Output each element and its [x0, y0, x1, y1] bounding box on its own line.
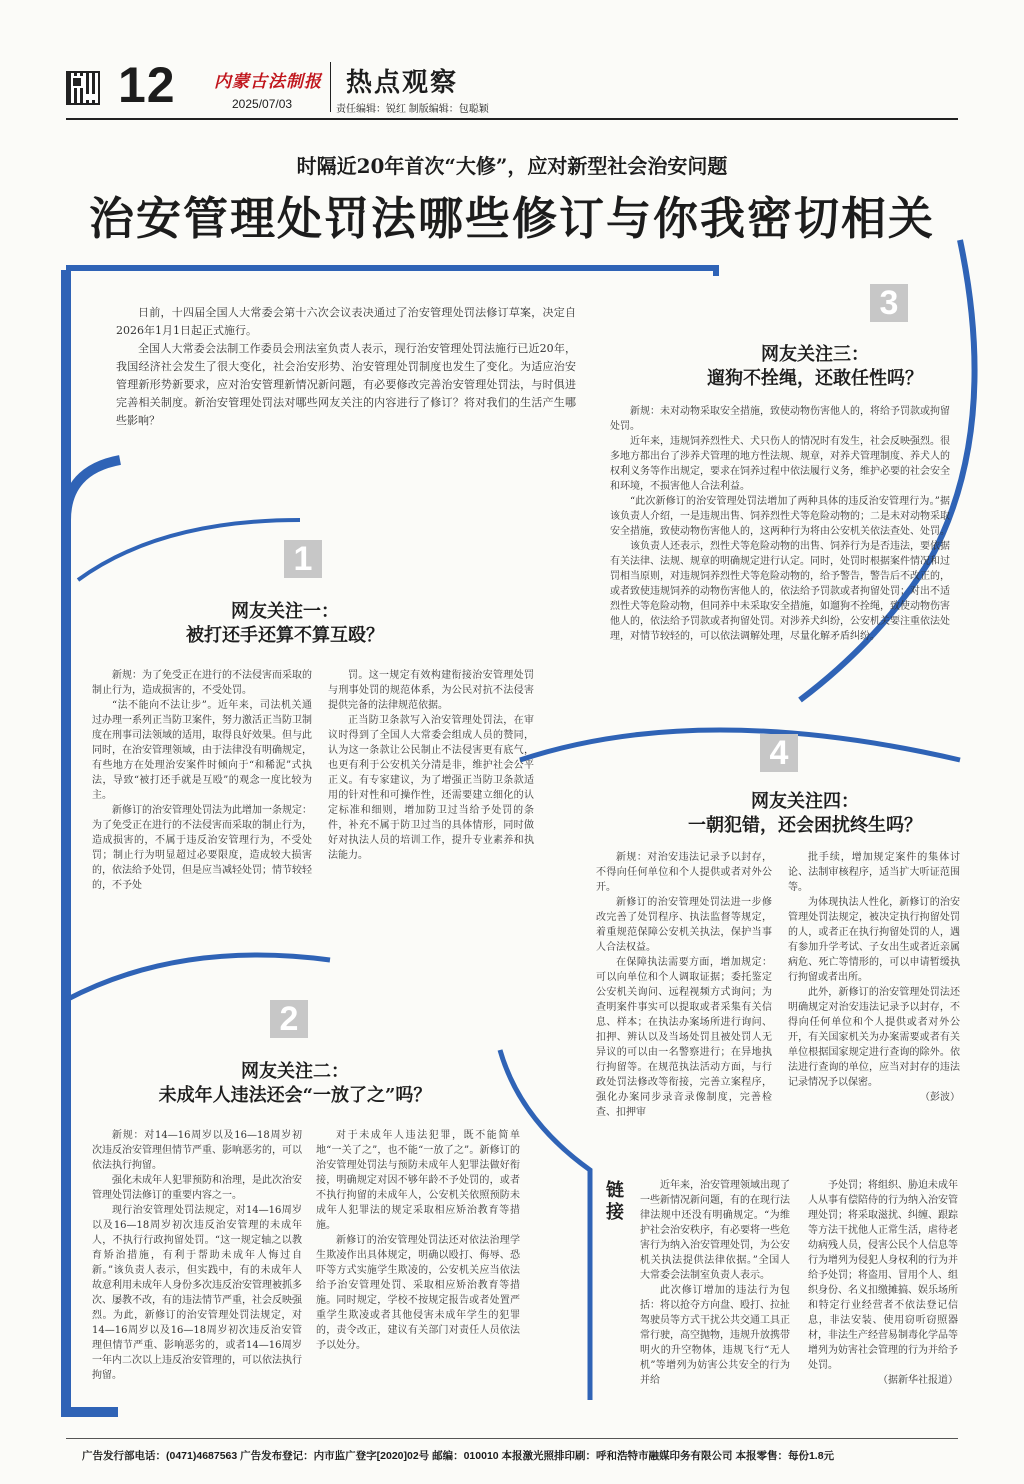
- section-4-paragraph: 在保障执法需要方面，增加规定：可以向单位和个人调取证据；委托鉴定公安机关询问、远程视频方式询问；为查明案件事实可以提取或者采集有关信息、样本；在执法办案场所进行询问、扣押、辨认以及当场处罚且被处罚人无异议的可以由一名警察进行；在异地执行拘留等。在规范执法活动方面，与行政处罚法修改等衔接，完善立案程序，强化办案同步录音录像制度，完善检查、扣押审: [596, 957, 772, 1118]
- section-4-paragraph: 新修订的治安管理处罚法进一步修改完善了处罚程序、执法监督等规定，着重规范保障公安机关执法，保护当事人合法权益。: [596, 897, 772, 953]
- section-1-title: [160, 600, 410, 648]
- section-2-title: [130, 1060, 460, 1108]
- article-subtitle: 时隔近20年首次“大修”，应对新型社会治安问题: [296, 154, 728, 178]
- section-4-title: [640, 790, 970, 838]
- section-4-byline: （彭波）: [920, 1092, 960, 1103]
- section-4-title-line1: 网友关注四：: [751, 791, 859, 812]
- link-paragraph: 此次修订增加的违法行为包括：将以抢夺方向盘、殴打、拉扯驾驶员等方式干扰公共交通工具正常行驶，高空抛物，违规升放携带明火的升空物体，违规飞行“无人机”等增列为妨害公共安全的行为并给: [640, 1285, 790, 1386]
- link-label: 链接: [606, 1180, 624, 1223]
- section-4-paragraph: 为体现执法人性化，新修订的治安管理处罚法规定，被决定执行拘留处罚的人，或者正在执行拘留处罚的人，遇有参加升学考试、子女出生或者近亲属病危、死亡等情形的，可以申请暂缓执行拘留或者出所。: [788, 897, 960, 983]
- section-1-paragraph: 罚。这一规定有效构建衔接治安管理处罚与刑事处罚的规范体系，为公民对抗不法侵害提供完备的法律规范依据。: [328, 670, 534, 711]
- link-col1: [640, 1178, 790, 1388]
- section-title: 热点观察: [346, 68, 459, 98]
- section-3-paragraph: 该负责人还表示，烈性犬等危险动物的出售、饲养行为是否违法，要依据有关法律、法规、规章的明确规定进行认定。同时，处罚时根据案件情况和过罚相当原则，对违规饲养烈性犬等危险动物的，给予警告，警告后不改正的，或者致使违规饲养的动物伤害他人的，依法给予罚款或者拘留处罚；对出不适烈性犬等危险动物，但同养中未采取安全措施，如遛狗不拴绳，致使动物伤害他人的，依法给予罚款或者拘留处罚。对涉养犬纠纷，公安机关要注重依法处理，对情节较轻的，可以依法调解处理，尽量化解矛盾纠纷。: [610, 541, 950, 642]
- section-1-col1: [92, 668, 312, 893]
- editors-line: 责任编辑：锐红 制版编辑：包聪颖: [336, 104, 489, 115]
- section-1-paragraph: “法不能向不法让步”。近年来，司法机关通过办理一系列正当防卫案件，努力激活正当防卫制度在刑事司法领域的适用，取得良好效果。但与此同时，在治安管理领域，由于法律没有明确规定，有些地方在处理治安案件时倾向于“和稀泥”式执法，导致“被打还手就是互殴”的观念一度比较为主。: [92, 700, 312, 801]
- intro-text: [116, 304, 576, 430]
- section-2-paragraph: 强化未成年人犯罪预防和治理，是此次治安管理处罚法修订的重要内容之一。: [92, 1175, 302, 1201]
- section-number-3: 3: [870, 284, 908, 322]
- section-4-title-line2: 一朝犯错，还会困扰终生吗？: [688, 815, 922, 836]
- section-3-title: [640, 343, 990, 391]
- intro-paragraph: 全国人大常委会法制工作委员会刑法室负责人表示，现行治安管理处罚法施行已近20年，我国经济社会发生了很大变化，社会治安形势、治安管理处罚制度也发生了变化。为适应治安管理新形势新要求，应对治安管理新情况新问题，有必要修改完善治安管理处罚法，与时俱进完善相关制度。新治安管理处罚法对哪些网友关注的内容进行了修订？将对我们的生活产生哪些影响？: [116, 342, 576, 427]
- link-col2: [808, 1178, 958, 1388]
- section-3-title-line1: 网友关注三：: [761, 344, 869, 365]
- section-4-col1: [596, 850, 772, 1120]
- issue-date: 2025/07/03: [232, 97, 293, 111]
- section-3-paragraph: 新规：未对动物采取安全措施，致使动物伤害他人的，将给予罚款或拘留处罚。: [610, 406, 950, 432]
- section-3-title-line2: 遛狗不拴绳，还敢任性吗？: [707, 368, 923, 389]
- section-1-paragraph: 新修订的治安管理处罚法为此增加一条规定：为了免受正在进行的不法侵害而采取的制止行为，造成损害的，不属于违反治安管理行为，不受处罚；制止行为明显超过必要限度，造成较大损害的，依法给予处罚，但是应当减轻处罚；情节较轻的，不予处: [92, 805, 312, 891]
- section-1-title-line2: 被打还手还算不算互殴？: [186, 625, 384, 646]
- section-number-1: 1: [284, 540, 322, 578]
- section-2-col1: [92, 1128, 302, 1383]
- link-paragraph: 予处罚；将组织、胁迫未成年人从事有偿陪侍的行为纳入治安管理处罚；将采取滋扰、纠缠、跟踪等方法干扰他人正常生活，虐待老幼病残人员，侵害公民个人信息等行为增列为侵犯人身权利的行为并给予处罚；将盗用、冒用个人、组织身份、名义扣缴摊搞、娱乐场所和特定行业经营者不依法登记信息，非法安装、使用窃听窃照器材，非法生产经营易制毒化学品等增列为妨害社会管理的行为并给予处罚。: [808, 1180, 958, 1371]
- section-1-paragraph: 正当防卫条款写入治安管理处罚法，在审议时得到了全国人大常委会组成人员的赞同，认为这一条款让公民制止不法侵害更有底气，也更有利于公安机关分清是非，维护社会公平正义。有专家建议，为了增强正当防卫条款适用的针对性和可操作性，还需要建立细化的认定标准和细则，增加防卫过当给予处罚的条件，补充不属于防卫过当的具体情形，同时做好对执法人员的培训工作，提升专业素养和执法能力。: [328, 715, 534, 861]
- section-3-body: [610, 404, 950, 644]
- section-2-title-line2: 未成年人违法还会“一放了之”吗？: [158, 1085, 432, 1106]
- section-4-paragraph: 批手续，增加规定案件的集体讨论、法制审核程序，适当扩大听证范围等。: [788, 852, 960, 893]
- section-2-col2: [316, 1128, 520, 1353]
- intro-paragraph: 日前，十四届全国人大常委会第十六次会议表决通过了治安管理处罚法修订草案，决定自2026年1月1日起正式施行。: [116, 306, 576, 337]
- section-2-title-line1: 网友关注二：: [241, 1061, 349, 1082]
- section-4-paragraph: 新规：对治安违法记录予以封存，不得向任何单位和个人提供或者对外公开。: [596, 852, 772, 893]
- section-number-4: 4: [760, 734, 798, 772]
- page-number: 12: [118, 57, 176, 113]
- section-4-paragraph: 此外，新修订的治安管理处罚法还明确规定对治安违法记录予以封存，不得向任何单位和个人提供或者对外公开，有关国家机关为办案需要或者有关单位根据国家规定进行查询的除外。依法进行查询的单位，应当对封存的违法记录情况予以保密。: [788, 987, 960, 1088]
- link-paragraph: 近年来，治安管理领域出现了一些新情况新问题，有的在现行法律法规中还没有明确规定。“为维护社会治安秩序，有必要将一些危害行为纳入治安管理处罚，为公安机关执法提供法律依据。”全国人大常委会法制室负责人表示。: [640, 1180, 790, 1281]
- section-2-paragraph: 对于未成年人违法犯罪，既不能简单地“一关了之”，也不能“一放了之”。新修订的治安管理处罚法与预防未成年人犯罪法做好衔接，明确规定对因不够年龄不予处罚的，或者不执行拘留的未成年人，公安机关依照预防未成年人犯罪法的规定采取相应矫治教育等措施。: [316, 1130, 520, 1231]
- article-headline: 治安管理处罚法哪些修订与你我密切相关: [88, 192, 935, 245]
- section-2-paragraph: 新修订的治安管理处罚法还对依法治理学生欺凌作出具体规定，明确以殴打、侮辱、恐吓等方式实施学生欺凌的，公安机关应当依法给予治安管理处罚、采取相应矫治教育等措施。同时规定，学校不按规定报告或者处置严重学生欺凌或者其他侵害未成年学生的犯罪的，责令改正，建议有关部门对责任人员依法予以处分。: [316, 1235, 520, 1351]
- footer-info: 广告发行部电话：(0471)4687563 广告发布登记：内市监广登字[2020]02号 邮编：010010 本报激光照排印刷：呼和浩特市融媒印务有限公司 本报零售：每份1.8元: [82, 1450, 835, 1462]
- section-number-2: 2: [270, 1000, 308, 1038]
- section-3-paragraph: “此次新修订的治安管理处罚法增加了两种具体的违反治安管理行为。”据该负责人介绍，一是违规出售、饲养烈性犬等危险动物的；二是未对动物采取安全措施，致使动物伤害他人的，这两种行为将由公安机关依法查处、处罚。: [610, 496, 950, 537]
- masthead-logo: 内蒙古法制报: [214, 72, 322, 92]
- link-byline: （据新华社报道）: [878, 1375, 958, 1386]
- section-2-paragraph: 现行治安管理处罚法规定，对14—16周岁以及16—18周岁初次违反治安管理的未成年人，不执行行政拘留处罚。“这一规定轴之以教育矫治措施，有利于帮助未成年人悔过自新。”该负责人表示，但实践中，有的未成年人故意利用未成年人身份多次违反治安管理被抓多次、屡教不改，有的违法情节严重，社会反映强烈。为此，新修订的治安管理处罚法规定，对14—16周岁以及16—18周岁初次违反治安管理但情节严重、影响恶劣的，或者14—16周岁一年内二次以上违反治安管理的，可以依法执行拘留。: [92, 1205, 302, 1381]
- section-1-title-line1: 网友关注一：: [231, 601, 339, 622]
- section-3-paragraph: 近年来，违规饲养烈性犬、犬只伤人的情况时有发生，社会反映强烈。很多地方都出台了涉养犬管理的地方性法规、规章，对养犬管理制度、养犬人的权利义务等作出规定，要求在饲养过程中依法履行义务，维护必要的社会安全和环境，不损害他人合法利益。: [610, 436, 950, 492]
- section-2-paragraph: 新规：对14—16周岁以及16—18周岁初次违反治安管理但情节严重、影响恶劣的，可以依法执行拘留。: [92, 1130, 302, 1171]
- section-1-paragraph: 新规：为了免受正在进行的不法侵害而采取的制止行为，造成损害的，不受处罚。: [92, 670, 312, 696]
- footer-rule: [66, 1438, 958, 1439]
- section-4-col2: [788, 850, 960, 1105]
- section-1-col2: [328, 668, 534, 863]
